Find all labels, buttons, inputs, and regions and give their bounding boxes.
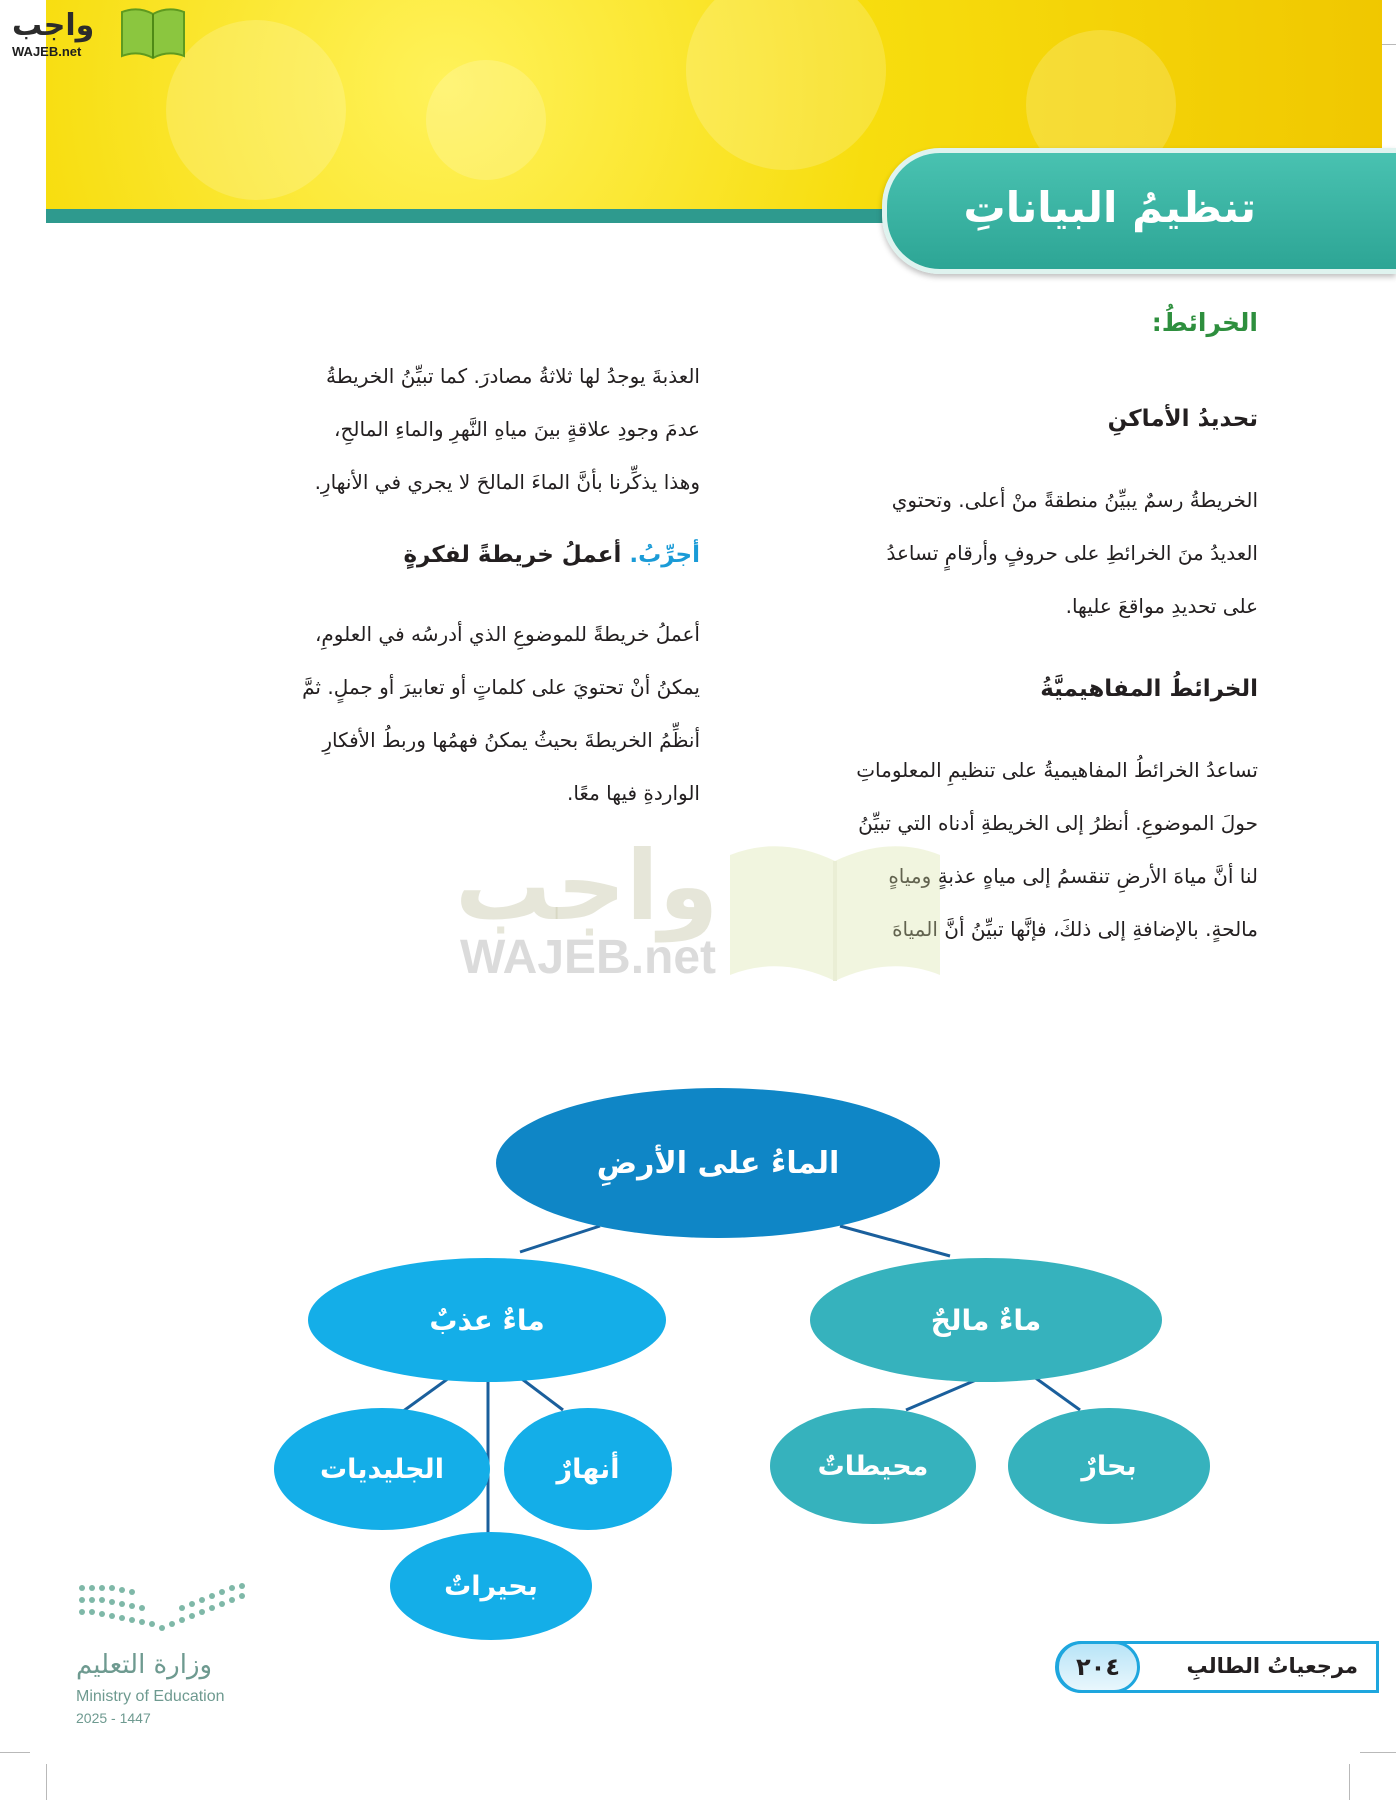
text-line: العذبةَ يوجدُ لها ثلاثةُ مصادرَ. كما تبيِّنُ الخريطةُ [326,364,700,388]
node-water-on-earth: الماءُ على الأرضِ [496,1088,940,1238]
text-line: وهذا يذكِّرنا بأنَّ الماءَ المالحَ لا يجري في الأنهارِ. [314,470,700,494]
paragraph-continued [206,350,700,509]
text-line: الخريطةُ رسمٌ يبيِّنُ منطقةً منْ أعلى. وتحتوي [891,488,1258,512]
node-lakes: بحيراتٌ [390,1532,592,1640]
node-glaciers: الجليديات [274,1408,490,1530]
text-line: تساعدُ الخرائطُ المفاهيميةُ على تنظيمِ المعلوماتِ [856,758,1258,782]
connector-salt-seas [1030,1374,1080,1410]
watermark-subtext: WAJEB.net [460,931,717,984]
crop-mark [1360,1752,1396,1753]
subheading-concept-maps: الخرائطُ المفاهيميَّةُ [1040,676,1258,702]
watermark-book-icon [720,835,950,985]
logo-text: واجب [12,8,95,43]
node-salt-water: ماءٌ مالحٌ [810,1258,1162,1382]
text-line: أعملُ خريطةً للموضوعِ الذي أدرسُه في العلومِ، [314,622,700,646]
text-line: مالحةٍ. بالإضافةِ إلى ذلكَ، فإنَّها تبيِّنُ أنَّ المياهَ [892,917,1258,941]
text-line: يمكنُ أنْ تحتويَ على كلماتٍ أو تعابيرَ أو جملٍ. ثمَّ [302,675,700,699]
page-number: ٢٠٤ [1056,1641,1140,1693]
text-line: عدمَ وجودِ علاقةٍ بينَ مياهِ النَّهرِ والماءِ المالحِ، [334,417,700,441]
ministry-name-english: Ministry of Education [76,1688,225,1705]
try-heading [403,542,700,568]
try-title: أعملُ خريطةً لفكرةٍ [403,542,622,568]
footer-bar [1055,1641,1379,1693]
text-line: العديدُ منَ الخرائطِ على حروفٍ وأرقامٍ تساعدُ [886,541,1258,565]
text-line: لنا أنَّ مياهَ الأرضِ تنقسمُ إلى مياهٍ عذبةٍ ومياهٍ [888,864,1258,888]
node-oceans: محيطاتٌ [770,1408,976,1524]
watermark-text: واجب [455,830,719,942]
text-line: الواردةِ فيها معًا. [566,781,700,805]
ministry-name-arabic: وزارة التعليم [76,1650,213,1680]
connector-root-fresh [520,1226,600,1252]
footer-label: مرجعياتُ الطالبِ [1186,1654,1358,1678]
section-heading: الخرائطُ: [1151,308,1258,337]
text-line: على تحديدِ مواقعَ عليها. [1065,594,1258,618]
subheading-locating-places: تحديدُ الأماكنِ [1107,406,1258,432]
crop-mark [0,1752,30,1753]
title-tab [882,148,1396,274]
connector-root-salt [840,1226,950,1256]
logo-subtext: WAJEB.net [12,44,82,59]
paragraph-locating-places [764,474,1258,633]
page-title: تنظيمُ البياناتِ [963,183,1256,232]
node-seas: بحارٌ [1008,1408,1210,1524]
text-line: أنظِّمُ الخريطةَ بحيثُ يمكنُ فهمُها وربطُ الأفكارِ [322,728,700,752]
try-label: أجرِّبُ. [629,542,700,568]
node-fresh-water: ماءٌ عذبٌ [308,1258,666,1382]
ministry-logo-icon [76,1580,248,1640]
concept-map [0,1080,1396,1640]
crop-mark [46,1764,47,1800]
text-line: حولَ الموضوعِ. أنظرُ إلى الخريطةِ أدناه التي تبيِّنُ [858,811,1258,835]
ministry-year: 2025 - 1447 [76,1710,151,1726]
book-logo-icon [118,4,188,62]
paragraph-try [206,608,700,820]
node-rivers: أنهارٌ [504,1408,672,1530]
crop-mark [1349,1764,1350,1800]
